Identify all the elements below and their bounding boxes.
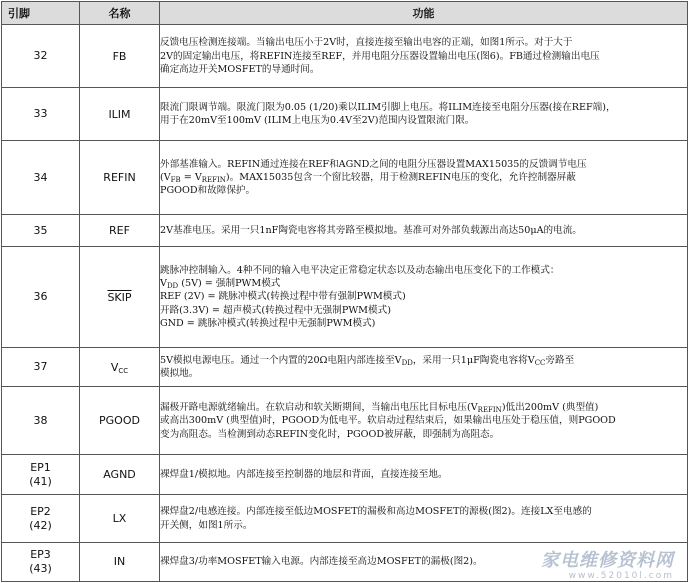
function-line: 跳脉冲控制输入。4种不同的输入电平决定正常稳定状态以及动态输出电压变化下的工作模式：	[160, 264, 560, 276]
vcc-sub: CC	[118, 366, 129, 375]
pin-function	[160, 455, 688, 495]
pin-name: ILIM	[80, 88, 160, 141]
table-header-row	[2, 2, 688, 25]
vdd-sub: DD	[166, 282, 179, 291]
pin-number: 38	[2, 387, 80, 455]
function-line	[160, 354, 687, 367]
pin-line: EP3	[30, 547, 51, 561]
pin-name: FB	[80, 25, 160, 88]
watermark-title: 家电维修资料网	[541, 550, 674, 571]
function-line: 裸焊盘2/电感连接。内部连接至低边MOSFET的漏极和高边MOSFET的源极(图2)。连接LX至电感的	[160, 506, 592, 518]
pin-name	[80, 246, 160, 347]
eq-sub-fb: FB	[170, 176, 181, 185]
function-line	[160, 401, 687, 414]
function-line	[160, 277, 687, 290]
eq-v: (V	[160, 172, 171, 184]
eq-mid: = V	[180, 172, 202, 184]
pin-function	[160, 387, 688, 455]
vdd-rest: (5V) = 强制PWM模式	[178, 278, 281, 290]
pin-function	[160, 88, 688, 141]
pin-number: 33	[2, 88, 80, 141]
text-run: 漏极开路电源就绪输出。在软启动和软关断期间，当输出电压比目标电压(V	[160, 401, 478, 413]
pin-number: 32	[2, 25, 80, 88]
eq-rest: )。MAX15035包含一个窗比较器，用于检测REFIN电压的变化，允许控制器屏蔽	[225, 172, 576, 184]
function-line: 裸焊盘1/模拟地。内部连接至控制器的地层和背面，直接连接至地。	[160, 469, 448, 480]
function-line: 反馈电压检测连接端。当输出电压小于2V时，直接连接至输出电容的正端，如图1所示。对于大于	[160, 37, 573, 49]
function-line: 开路(3.3V) = 超声模式(转换过程中无强制PWM模式)	[160, 304, 391, 316]
pin-name: REFIN	[80, 141, 160, 215]
function-line: PGOOD和故障保护。	[160, 185, 256, 197]
pin-number	[2, 495, 80, 543]
pin-name: AGND	[80, 455, 160, 495]
pin-line: EP2	[30, 504, 51, 518]
table-row	[2, 455, 688, 495]
table-row	[2, 246, 688, 347]
function-line: 限流门限调节端。限流门限为0.05 (1/20)乘以ILIM引脚上电压。将ILIM连接至电阻分压器(接在REF端)，	[160, 101, 616, 113]
pin-line: (41)	[29, 474, 52, 488]
pin-number: 35	[2, 215, 80, 247]
function-line: 确定高边开关MOSFET的导通时间。	[160, 63, 320, 75]
function-line: 开关侧，如图1所示。	[160, 519, 253, 531]
pin-number: 37	[2, 348, 80, 387]
sub-run: REFIN	[477, 405, 502, 414]
header-pin: 引脚	[2, 2, 80, 25]
pin-number	[2, 455, 80, 495]
pin-number: 36	[2, 246, 80, 347]
pin-function	[160, 495, 688, 543]
pin-function	[160, 348, 688, 387]
vdd-v: V	[160, 278, 167, 290]
vcc-main: V	[110, 360, 119, 374]
function-line: GND = 跳脉冲模式(转换过程中无强制PWM模式)	[160, 318, 376, 330]
function-line: 2V基准电压。采用一只1nF陶瓷电容将其旁路至模拟地。基准可对外部负载源出高达50μA的电流。	[160, 224, 582, 236]
pin-line: (42)	[29, 518, 52, 532]
function-line: 2V的固定输出电压，将REFIN连接至REF，并用电阻分压器设置输出电压(图6)。FB通过检测输出电压	[160, 50, 600, 62]
table-row	[2, 348, 688, 387]
text-run: 旁路至	[545, 355, 575, 367]
table-row	[2, 215, 688, 247]
function-line: 模拟地。	[160, 368, 199, 380]
pin-line: (43)	[29, 561, 52, 575]
pin-name	[80, 348, 160, 387]
header-function: 功能	[160, 2, 688, 25]
pin-description-table	[1, 1, 688, 582]
pin-function	[160, 141, 688, 215]
pin-name: LX	[80, 495, 160, 543]
watermark-url: www.52010l.com	[568, 571, 674, 581]
pin-line: EP1	[30, 460, 51, 474]
table-row	[2, 387, 688, 455]
text-run: 5V模拟电源电压。通过一个内置的20Ω电阻内部连接至V	[160, 355, 402, 367]
table-row	[2, 141, 688, 215]
pin-name: PGOOD	[80, 387, 160, 455]
function-line: 变为高阻态。当检测到动态REFIN变化时，PGOOD被屏蔽，即强制为高阻态。	[160, 428, 500, 440]
pin-number	[2, 542, 80, 581]
eq-sub-refin: REFIN	[201, 176, 226, 185]
pin-name: REF	[80, 215, 160, 247]
function-line: REF (2V) = 跳脉冲模式(转换过程中带有强制PWM模式)	[160, 291, 406, 303]
pin-function	[160, 542, 688, 581]
function-line	[160, 171, 687, 184]
sub-run: CC	[534, 359, 546, 368]
pin-function	[160, 246, 688, 347]
table-row	[2, 25, 688, 88]
table-row	[2, 495, 688, 543]
text-run: )低出200mV (典型值)	[501, 401, 599, 413]
table-row	[2, 542, 688, 581]
function-line: 外部基准输入。REFIN通过连接在REF和AGND之间的电阻分压器设置MAX15035的反馈调节电压	[160, 158, 587, 170]
pin-function	[160, 215, 688, 247]
function-line: 用于在20mV至100mV (ILIM上电压为0.4V至2V)范围内设置限流门限。	[160, 115, 475, 127]
pin-number: 34	[2, 141, 80, 215]
text-run: ，采用一只1μF陶瓷电容将V	[412, 355, 535, 367]
sub-run: DD	[401, 359, 413, 368]
pin-function	[160, 25, 688, 88]
header-name: 名称	[80, 2, 160, 25]
skip-overline-name: SKIP	[107, 290, 132, 304]
function-line: 裸焊盘3/功率MOSFET输入电源。内部连接至高边MOSFET的漏极(图2)。	[160, 556, 483, 568]
function-line: 或高出300mV (典型值)时，PGOOD为低电平。软启动过程结束后，如果输出电压处于稳压值，则PGOOD	[160, 415, 616, 427]
table-row	[2, 88, 688, 141]
pin-name: IN	[80, 542, 160, 581]
